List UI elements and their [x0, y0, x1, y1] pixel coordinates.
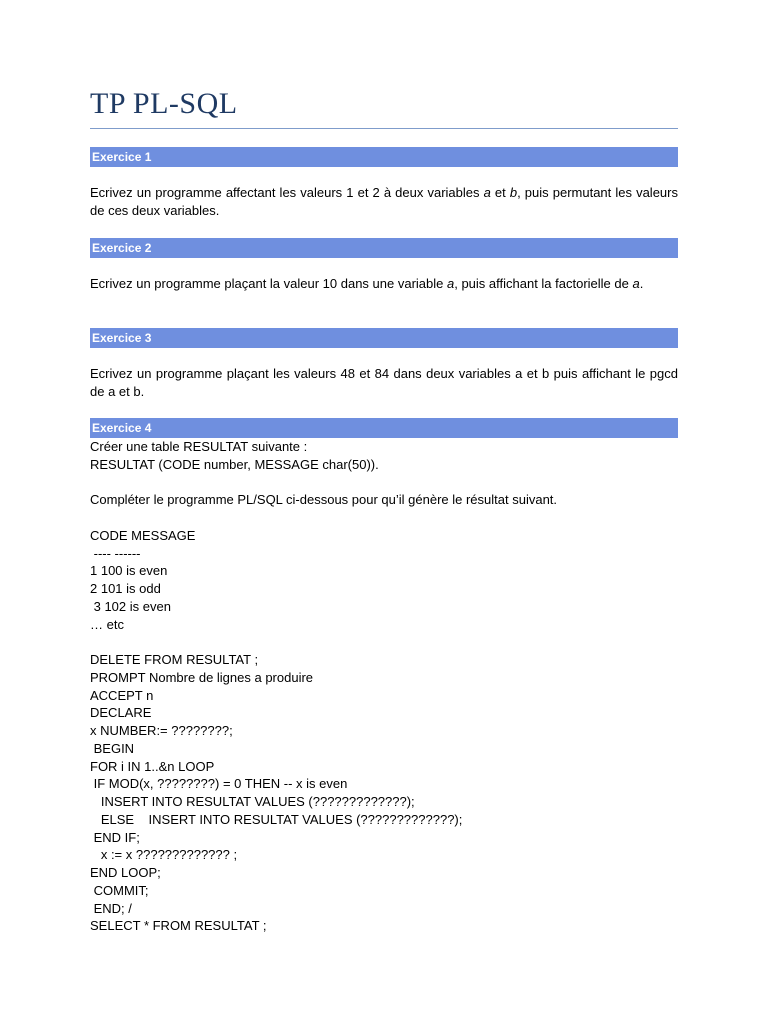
code-line	[90, 509, 678, 527]
code-line	[90, 474, 678, 492]
code-line: Créer une table RESULTAT suivante :	[90, 439, 308, 454]
code-line: RESULTAT (CODE number, MESSAGE char(50)).	[90, 456, 379, 472]
code-line: x NUMBER:= ????????;	[90, 723, 233, 738]
code-line: ELSE INSERT INTO RESULTAT VALUES (?????????????);	[90, 811, 463, 827]
exercise-3-text: Ecrivez un programme plaçant les valeurs 48 et 84 dans deux variables a et b puis affichant le pgcd de a et b.	[90, 366, 678, 399]
code-line: COMMIT;	[90, 882, 149, 898]
code-line: BEGIN	[90, 740, 135, 756]
code-line: … etc	[90, 616, 124, 632]
code-line: SELECT * FROM RESULTAT ;	[90, 918, 267, 934]
code-line: FOR i IN 1..&n LOOP	[90, 758, 215, 774]
code-line: 1 100 is even	[90, 563, 168, 579]
code-line: IF MOD(x, ????????) = 0 THEN -- x is even	[90, 776, 348, 792]
code-line: DELETE FROM RESULTAT ;	[90, 652, 259, 667]
exercise-3-header: Exercice 3	[90, 328, 678, 348]
exercise-4-header: Exercice 4	[90, 418, 678, 438]
code-line: 3 102 is even	[90, 598, 171, 614]
code-line: Compléter le programme PL/SQL ci-dessous pour qu’il génère le résultat suivant.	[90, 492, 558, 508]
code-line: ACCEPT n	[90, 687, 154, 703]
code-line: DECLARE	[90, 705, 152, 721]
page-title: TP PL-SQL	[90, 87, 238, 120]
code-line: ---- ------	[90, 545, 141, 561]
exercise-2-header: Exercice 2	[90, 238, 678, 258]
exercise-1-header: Exercice 1	[90, 147, 678, 167]
exercise-4-content	[90, 438, 678, 935]
title-divider	[90, 128, 678, 129]
code-line: PROMPT Nombre de lignes a produire	[90, 669, 314, 685]
code-line: 2 101 is odd	[90, 581, 161, 596]
code-line: CODE MESSAGE	[90, 527, 196, 543]
code-line: INSERT INTO RESULTAT VALUES (?????????????);	[90, 794, 415, 809]
exercise-1-text: Ecrivez un programme affectant les valeurs 1 et 2 à deux variables a et b, puis permutant les valeurs de ces deux variables.	[90, 185, 678, 218]
code-line: END LOOP;	[90, 865, 161, 880]
code-line: x := x ????????????? ;	[90, 847, 238, 863]
exercise-2-text: Ecrivez un programme plaçant la valeur 10 dans une variable a, puis affichant la factorielle de a.	[90, 276, 644, 291]
code-line	[90, 633, 678, 651]
code-line: END IF;	[90, 829, 140, 845]
code-line: END; /	[90, 900, 132, 916]
